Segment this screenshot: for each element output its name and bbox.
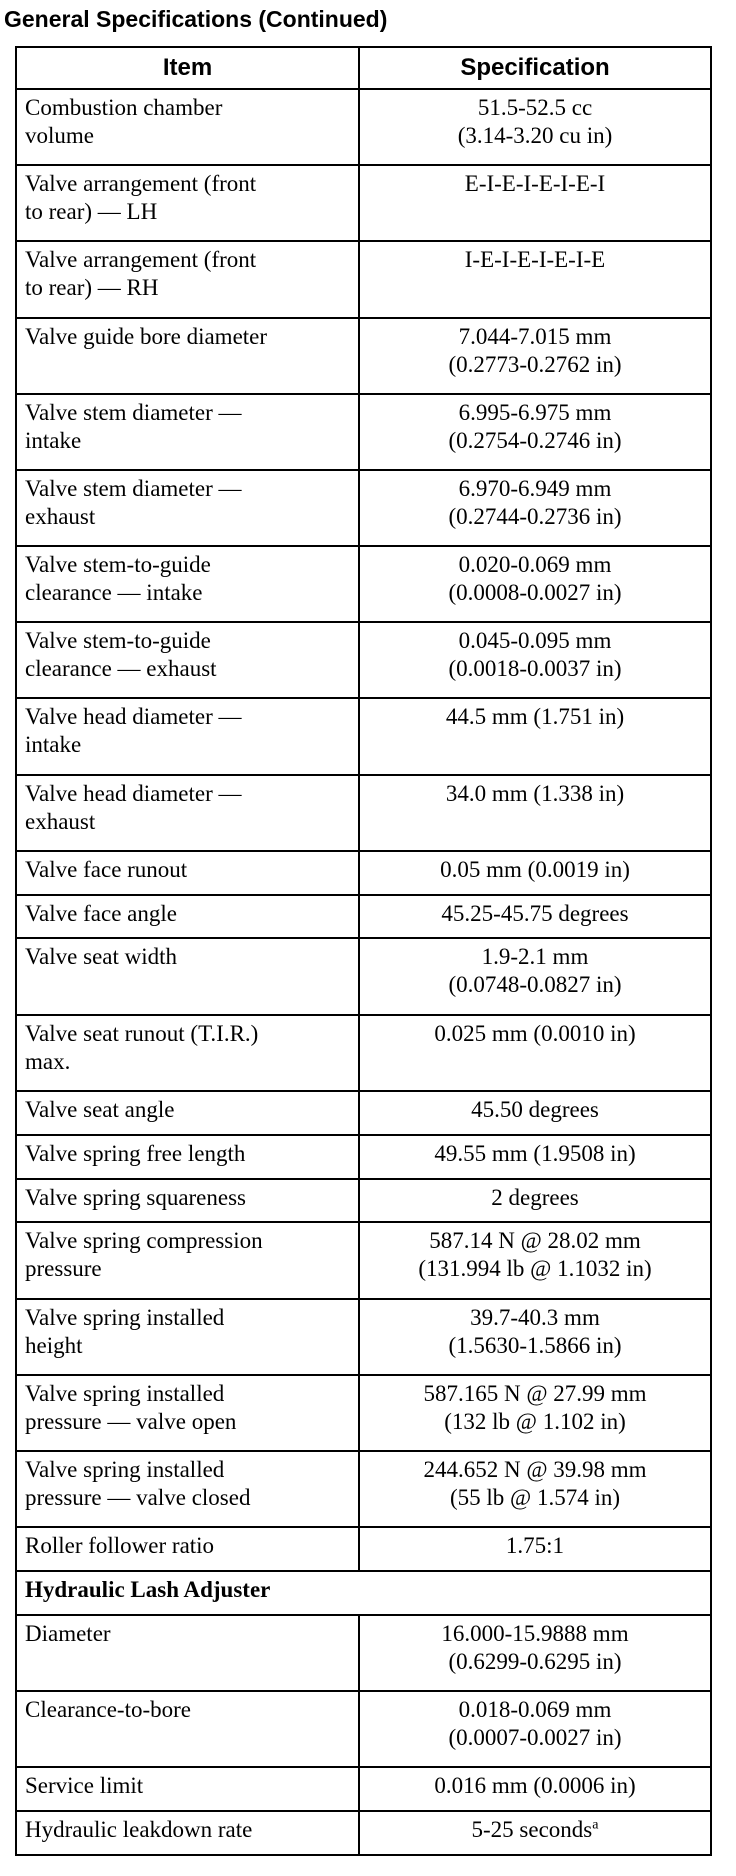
specification-text: 49.55 mm (1.9508 in) <box>434 1140 636 1166</box>
specification-text: 34.0 mm (1.338 in) <box>445 780 625 806</box>
page-title: General Specifications (Continued) <box>4 6 388 32</box>
footnote-mark: a <box>592 1817 599 1833</box>
table-row <box>16 1222 711 1298</box>
item-cell <box>16 1222 359 1298</box>
item-cell <box>16 775 359 851</box>
table-row <box>16 698 711 774</box>
item-line: Valve spring free length <box>25 1140 246 1166</box>
specification-cell <box>359 89 711 165</box>
item-cell <box>16 1527 359 1571</box>
item-cell <box>16 546 359 622</box>
table-row <box>16 895 711 939</box>
specification-line <box>368 780 702 808</box>
specification-text: 44.5 mm (1.751 in) <box>445 704 625 730</box>
specification-line <box>368 1772 702 1800</box>
specification-text: (0.2754-0.2746 in) <box>448 427 622 453</box>
item-line: volume <box>25 123 94 148</box>
specification-text: (0.6299-0.6295 in) <box>448 1648 622 1674</box>
table-row <box>16 1527 711 1571</box>
specification-line <box>368 1456 702 1484</box>
specification-cell <box>359 546 711 622</box>
specification-cell <box>359 1375 711 1451</box>
specification-text: 45.50 degrees <box>471 1096 599 1122</box>
table-row <box>16 938 711 1014</box>
item-line: to rear) — LH <box>25 199 158 225</box>
specification-text: 1.9-2.1 mm <box>481 944 589 970</box>
specification-line <box>368 1140 702 1168</box>
item-cell <box>16 895 359 939</box>
specification-text: 2 degrees <box>491 1184 579 1210</box>
item-line: to rear) — RH <box>25 275 159 301</box>
specification-line <box>368 1380 702 1408</box>
specification-line <box>368 1484 702 1512</box>
item-cell <box>16 1767 359 1811</box>
table-row <box>16 851 711 895</box>
specification-text: (0.0748-0.0827 in) <box>448 972 622 998</box>
item-line: Valve spring squareness <box>25 1184 247 1210</box>
table-row <box>16 241 711 317</box>
item-cell <box>16 851 359 895</box>
specification-text: 39.7-40.3 mm <box>470 1304 600 1330</box>
item-cell <box>16 318 359 394</box>
item-cell <box>16 622 359 698</box>
item-line: Service limit <box>25 1773 144 1799</box>
item-line: Valve spring compression <box>25 1228 263 1254</box>
specification-text: 7.044-7.015 mm <box>458 323 612 349</box>
table-row <box>16 1015 711 1091</box>
item-line: Valve face angle <box>25 900 177 926</box>
specification-text: (0.2773-0.2762 in) <box>448 351 622 377</box>
table-row <box>16 165 711 241</box>
specification-cell <box>359 318 711 394</box>
specification-line <box>368 399 702 427</box>
specification-cell <box>359 1179 711 1223</box>
section-title: Hydraulic Lash Adjuster <box>16 1571 711 1615</box>
header-item: Item <box>16 47 359 89</box>
item-line: Valve stem diameter — <box>25 475 242 501</box>
specification-line <box>368 427 702 455</box>
specification-line <box>368 122 702 150</box>
specification-cell <box>359 938 711 1014</box>
specification-line <box>368 1227 702 1255</box>
specification-cell <box>359 895 711 939</box>
item-cell <box>16 394 359 470</box>
specification-cell <box>359 1015 711 1091</box>
item-cell <box>16 1691 359 1767</box>
specification-line <box>368 971 702 999</box>
item-cell <box>16 241 359 317</box>
item-line: Valve stem-to-guide <box>25 628 211 654</box>
item-line: Roller follower ratio <box>25 1533 215 1559</box>
specification-line <box>368 503 702 531</box>
specification-line <box>368 170 702 198</box>
specification-line <box>368 856 702 884</box>
specification-line <box>368 943 702 971</box>
item-cell <box>16 1615 359 1691</box>
item-line: Valve head diameter — <box>25 704 242 730</box>
specification-text: 0.016 mm (0.0006 in) <box>434 1773 636 1799</box>
item-line: Valve spring installed <box>25 1380 225 1406</box>
item-line: intake <box>25 427 82 453</box>
specification-line <box>368 900 702 928</box>
item-line: pressure <box>25 1256 102 1282</box>
specification-text: (0.0007-0.0027 in) <box>448 1724 622 1750</box>
specification-line <box>368 1096 702 1124</box>
specification-text: 587.165 N @ 27.99 mm <box>423 1380 647 1406</box>
item-line: Valve seat width <box>25 944 178 970</box>
item-line: Valve stem diameter — <box>25 399 242 425</box>
table-header-row <box>16 47 711 89</box>
specification-cell <box>359 1091 711 1135</box>
specification-text: 1.75:1 <box>505 1533 565 1559</box>
item-line: exhaust <box>25 503 96 529</box>
specification-cell <box>359 1451 711 1527</box>
specification-line <box>368 1184 702 1212</box>
specification-line <box>368 551 702 579</box>
spec-table-body <box>16 89 711 1855</box>
section-header-row <box>16 1571 711 1615</box>
item-line: height <box>25 1332 83 1358</box>
table-row <box>16 470 711 546</box>
item-line: Valve guide bore diameter <box>25 323 268 349</box>
specification-line <box>368 1304 702 1332</box>
specification-line <box>368 627 702 655</box>
specification-text: 6.970-6.949 mm <box>458 475 612 501</box>
specification-text: 16.000-15.9888 mm <box>441 1620 629 1646</box>
specification-text: (1.5630-1.5866 in) <box>448 1332 622 1358</box>
specification-line <box>368 579 702 607</box>
table-row <box>16 1299 711 1375</box>
specification-line <box>368 1648 702 1676</box>
item-cell <box>16 938 359 1014</box>
specification-text: (3.14-3.20 cu in) <box>457 123 613 148</box>
table-row <box>16 394 711 470</box>
specification-line <box>368 1020 702 1048</box>
specification-text: (131.994 lb @ 1.1032 in) <box>418 1256 652 1282</box>
item-line: Clearance-to-bore <box>25 1696 192 1722</box>
specification-line <box>368 703 702 731</box>
table-row <box>16 318 711 394</box>
specification-text: I-E-I-E-I-E-I-E <box>464 247 606 273</box>
item-line: Valve seat runout (T.I.R.) <box>25 1020 259 1046</box>
specification-line <box>368 1816 702 1844</box>
specification-text: 0.05 mm (0.0019 in) <box>440 856 630 882</box>
item-cell <box>16 1451 359 1527</box>
specification-cell <box>359 470 711 546</box>
item-line: clearance — exhaust <box>25 656 217 682</box>
item-cell <box>16 89 359 165</box>
table-row <box>16 1615 711 1691</box>
specification-cell <box>359 775 711 851</box>
spec-table <box>15 46 712 1856</box>
specification-line <box>368 1620 702 1648</box>
item-line: clearance — intake <box>25 580 203 606</box>
specification-line <box>368 94 702 122</box>
specification-text: 0.018-0.069 mm <box>458 1696 612 1722</box>
specification-text: 6.995-6.975 mm <box>458 399 612 425</box>
item-cell <box>16 698 359 774</box>
table-row <box>16 1091 711 1135</box>
specification-line <box>368 1255 702 1283</box>
specification-line <box>368 1408 702 1436</box>
specification-line <box>368 323 702 351</box>
specification-text: 0.045-0.095 mm <box>458 628 612 654</box>
specification-text: (132 lb @ 1.102 in) <box>444 1408 626 1434</box>
specification-cell <box>359 1767 711 1811</box>
table-row <box>16 622 711 698</box>
specification-line <box>368 351 702 379</box>
specification-cell <box>359 1615 711 1691</box>
table-row <box>16 1691 711 1767</box>
specification-text: (55 lb @ 1.574 in) <box>449 1484 621 1510</box>
table-row <box>16 1811 711 1855</box>
item-line: Combustion chamber <box>25 95 223 120</box>
item-line: max. <box>25 1048 71 1074</box>
specification-line <box>368 475 702 503</box>
specification-cell <box>359 165 711 241</box>
item-line: Diameter <box>25 1620 111 1646</box>
table-row <box>16 1179 711 1223</box>
item-line: Valve head diameter — <box>25 780 242 806</box>
specification-cell <box>359 1135 711 1179</box>
specification-text: 5-25 seconds <box>471 1816 593 1842</box>
item-line: pressure — valve open <box>25 1408 237 1434</box>
item-line: Valve face runout <box>25 856 188 882</box>
item-cell <box>16 1135 359 1179</box>
specification-cell <box>359 1811 711 1855</box>
specification-cell <box>359 1299 711 1375</box>
item-cell <box>16 1179 359 1223</box>
item-line: Valve arrangement (front <box>25 171 257 197</box>
item-line: Valve spring installed <box>25 1304 225 1330</box>
table-row <box>16 89 711 165</box>
specification-line <box>368 1724 702 1752</box>
item-line: Valve spring installed <box>25 1456 225 1482</box>
table-row <box>16 775 711 851</box>
table-row <box>16 1767 711 1811</box>
specification-text: 587.14 N @ 28.02 mm <box>429 1228 641 1254</box>
specification-cell <box>359 1222 711 1298</box>
specification-text: (0.0008-0.0027 in) <box>448 580 622 606</box>
specification-cell <box>359 241 711 317</box>
specification-text: 51.5-52.5 cc <box>477 95 593 120</box>
specification-text: (0.0018-0.0037 in) <box>448 656 622 682</box>
header-specification: Specification <box>359 47 711 89</box>
item-cell <box>16 1091 359 1135</box>
specification-line <box>368 1332 702 1360</box>
specification-text: 0.020-0.069 mm <box>458 552 612 578</box>
specification-cell <box>359 851 711 895</box>
item-line: Valve seat angle <box>25 1096 175 1122</box>
specification-cell <box>359 394 711 470</box>
table-row <box>16 1451 711 1527</box>
specification-line <box>368 1696 702 1724</box>
item-cell <box>16 1015 359 1091</box>
item-cell <box>16 1811 359 1855</box>
specification-cell <box>359 698 711 774</box>
item-line: Valve stem-to-guide <box>25 552 211 578</box>
item-line: exhaust <box>25 808 96 834</box>
specification-text: 0.025 mm (0.0010 in) <box>434 1020 636 1046</box>
table-row <box>16 546 711 622</box>
item-cell <box>16 165 359 241</box>
specification-text: 45.25-45.75 degrees <box>441 900 629 926</box>
specification-cell <box>359 1691 711 1767</box>
item-line: Hydraulic leakdown rate <box>25 1816 253 1842</box>
specification-cell <box>359 622 711 698</box>
item-cell <box>16 1375 359 1451</box>
specification-text: (0.2744-0.2736 in) <box>448 503 622 529</box>
specification-text: E-I-E-I-E-I-E-I <box>464 171 606 197</box>
specification-text: 244.652 N @ 39.98 mm <box>423 1456 647 1482</box>
specification-line <box>368 1532 702 1560</box>
table-row <box>16 1135 711 1179</box>
item-cell <box>16 470 359 546</box>
specification-line <box>368 655 702 683</box>
specification-line <box>368 246 702 274</box>
item-line: pressure — valve closed <box>25 1484 251 1510</box>
table-row <box>16 1375 711 1451</box>
item-line: intake <box>25 732 82 758</box>
item-line: Valve arrangement (front <box>25 247 257 273</box>
specification-cell <box>359 1527 711 1571</box>
item-cell <box>16 1299 359 1375</box>
